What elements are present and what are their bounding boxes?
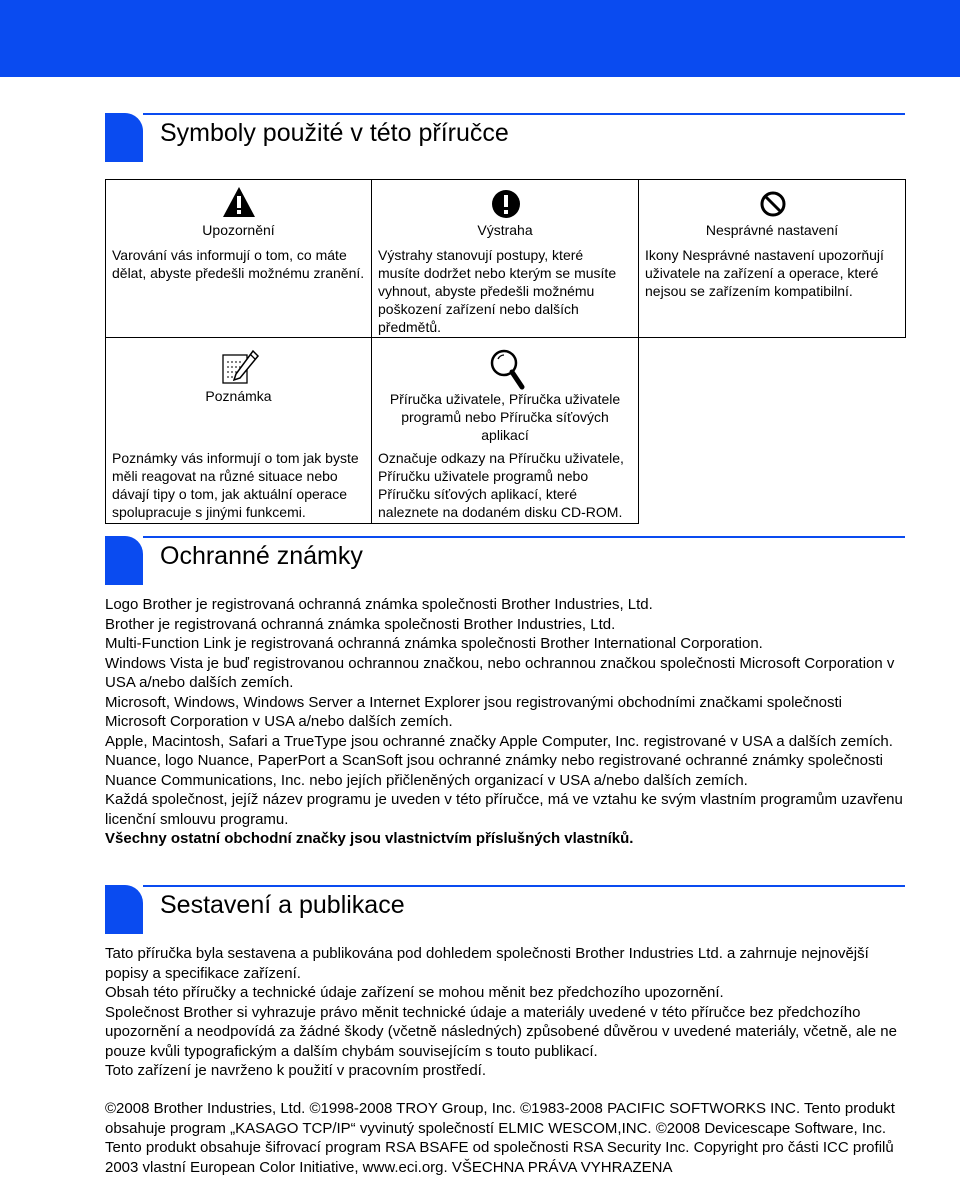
symbol-cell-improper-setup bbox=[638, 179, 906, 338]
symbol-cell-guide-reference bbox=[371, 337, 639, 524]
symbol-label: Upozornění bbox=[202, 222, 275, 238]
caution-icon bbox=[222, 186, 256, 218]
section-tab bbox=[105, 536, 143, 585]
trademark-line: Apple, Macintosh, Safari a TrueType jsou ochranné značky Apple Computer, Inc. registrované v USA a dalších zemích. bbox=[105, 732, 893, 750]
section-rule bbox=[143, 536, 905, 538]
symbol-cell-warning bbox=[371, 179, 639, 338]
trademark-line: Nuance, logo Nuance, PaperPort a ScanSoft jsou ochranné známky nebo registrované ochranné známky společnosti Nuance Communications, Inc. nebo jejích přičleněných organizací v USA a/nebo dalších zemích. bbox=[105, 752, 883, 789]
symbol-label: Nesprávné nastavení bbox=[705, 222, 839, 238]
section-header-trademarks bbox=[105, 536, 905, 586]
compilation-line: Společnost Brother si vyhrazuje právo měnit technické údaje a materiály uvedené v této příručce bez předchozího upozornění a neodpovídá za žádné škody (včetně následných) způsobené důvěrou v uvedené materiály, včetně, ale ne pouze kvůli typografickým a dalším chybám souvisejícím s touto publikací. bbox=[105, 1003, 897, 1060]
symbol-label: Výstraha bbox=[477, 222, 533, 238]
section-title: Sestavení a publikace bbox=[160, 891, 405, 919]
symbol-cell-caution bbox=[105, 179, 372, 338]
trademarks-text bbox=[105, 595, 905, 849]
trademark-line: Každá společnost, jejíž název programu je uveden v této příručce, má ve vztahu ke svým vlastním programům uzavřenu licenční smlouvu programu. bbox=[105, 791, 903, 828]
top-banner bbox=[0, 0, 960, 77]
warning-icon bbox=[491, 189, 521, 219]
section-tab bbox=[105, 113, 143, 162]
symbol-description: Označuje odkazy na Příručku uživatele, Příručku uživatele programů nebo Příručku síťových aplikací, které naleznete na dodaném disku CD-ROM. bbox=[378, 450, 624, 520]
compilation-text bbox=[105, 944, 905, 1081]
symbol-description: Ikony Nesprávné nastavení upozorňují uživatele na zařízení a operace, které nejsou se zařízením kompatibilní. bbox=[645, 247, 884, 299]
compilation-line: Toto zařízení je navrženo k použití v pracovním prostředí. bbox=[105, 1062, 487, 1079]
section-tab bbox=[105, 885, 143, 934]
section-rule bbox=[143, 113, 905, 115]
trademark-line: Microsoft, Windows, Windows Server a Internet Explorer jsou registrovanými obchodními značkami společnosti Microsoft Corporation v USA a/nebo dalších zemích. bbox=[105, 693, 842, 730]
symbol-description: Varování vás informují o tom, co máte dělat, abyste předešli možnému zranění. bbox=[112, 247, 365, 281]
section-rule bbox=[143, 885, 905, 887]
section-header-compilation bbox=[105, 885, 905, 935]
symbol-label: Poznámka bbox=[205, 388, 272, 404]
improper-setup-icon bbox=[760, 191, 786, 217]
compilation-line: Obsah této příručky a technické údaje zařízení se mohou měnit bez předchozího upozornění. bbox=[105, 984, 724, 1001]
note-icon bbox=[220, 348, 260, 386]
section-title: Symboly použité v této příručce bbox=[160, 119, 509, 147]
symbol-description: Poznámky vás informují o tom jak byste měli reagovat na různé situace nebo dávají tipy o tom, jak aktuální operace spolupracuje s jinými funkcemi. bbox=[112, 450, 359, 520]
trademark-line: Brother je registrovaná ochranná známka společnosti Brother Industries, Ltd. bbox=[105, 615, 616, 633]
copyright-text bbox=[105, 1099, 905, 1177]
symbol-description: Výstrahy stanovují postupy, které musíte dodržet nebo kterým se musíte vyhnout, abyste předešli možnému poškození zařízení nebo dalších předmětů. bbox=[378, 247, 617, 335]
trademark-line: Windows Vista je buď registrovanou ochrannou značkou, nebo ochrannou značkou společnosti Microsoft Corporation v USA a/nebo dalších zemích. bbox=[105, 654, 895, 691]
compilation-line: Tato příručka byla sestavena a publikována pod dohledem společnosti Brother Industries Ltd. a zahrnuje nejnovější popisy a specifikace zařízení. bbox=[105, 945, 869, 982]
symbol-cell-note bbox=[105, 337, 372, 524]
trademark-line: Multi-Function Link je registrovaná ochranná známka společnosti Brother International Corporation. bbox=[105, 635, 763, 652]
section-header-symbols bbox=[105, 113, 905, 163]
guide-reference-icon bbox=[489, 348, 525, 390]
symbol-label: Příručka uživatele, Příručka uživatele programů nebo Příručka síťových aplikací bbox=[389, 391, 621, 443]
trademark-bold-line: Všechny ostatní obchodní značky jsou vlastnictvím příslušných vlastníků. bbox=[105, 830, 634, 847]
section-title: Ochranné známky bbox=[160, 542, 363, 570]
trademark-line: Logo Brother je registrovaná ochranná známka společnosti Brother Industries, Ltd. bbox=[105, 596, 653, 613]
copyright-line: ©2008 Brother Industries, Ltd. ©1998-2008 TROY Group, Inc. ©1983-2008 PACIFIC SOFTWORKS INC. Tento produkt obsahuje program „KASAGO TCP/IP“ vyvinutý společností ELMIC WESCOM,INC. ©2008 Devicescape Software, Inc. Tento produkt obsahuje šifrovací program RSA BSAFE od společnosti RSA Security Inc. Copyright pro části ICC profilů 2003 vlastní European Color Initiative, www.eci.org. VŠECHNA PRÁVA VYHRAZENA bbox=[105, 1100, 895, 1176]
